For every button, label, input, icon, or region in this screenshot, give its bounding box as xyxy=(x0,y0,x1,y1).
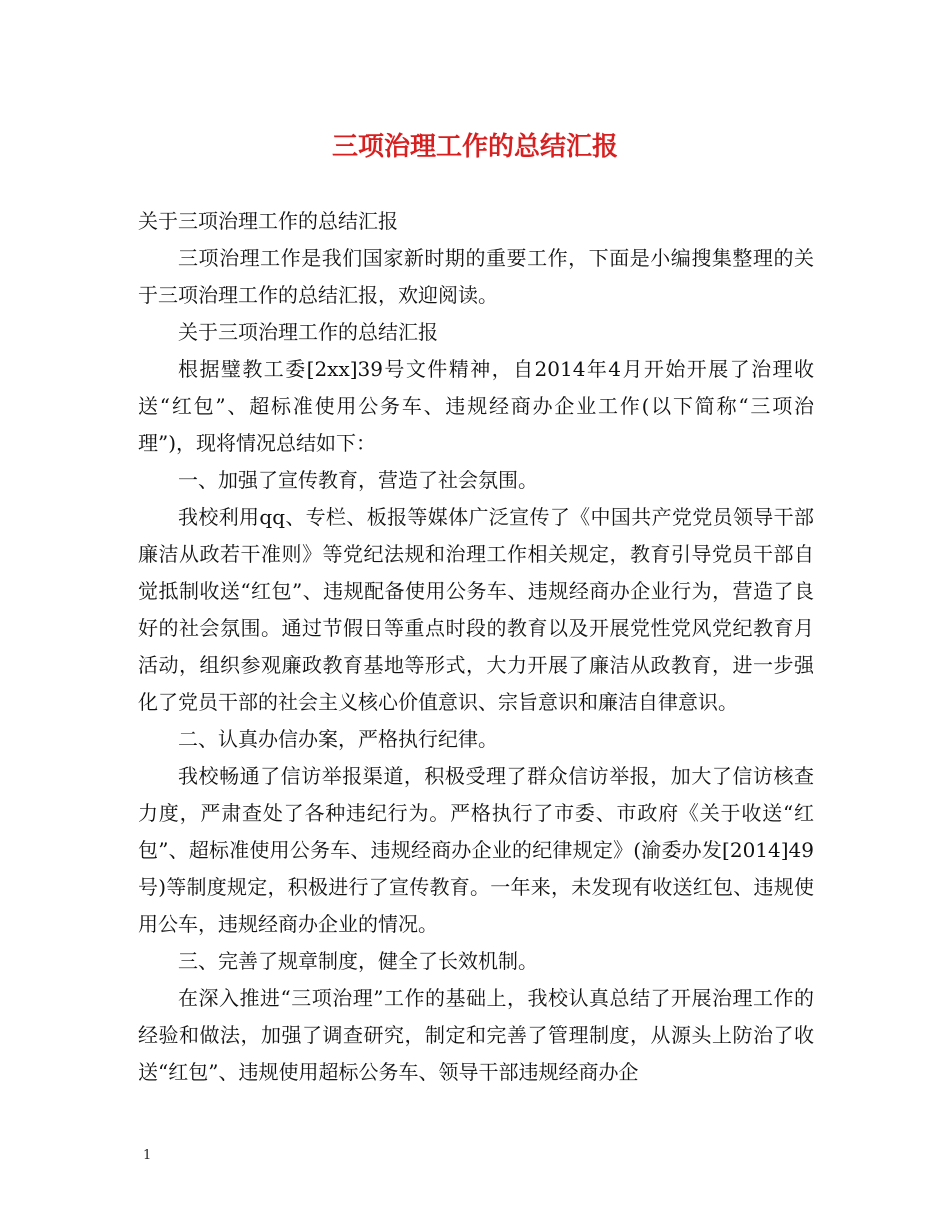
section-body-2: 我校畅通了信访举报渠道，积极受理了群众信访举报，加大了信访核查力度，严肃查处了各种违纪行为。严格执行了市委、市政府《关于收送“红包”、超标准使用公务车、违规经商办企业的纪律规定》(渝委办发[2014]49号)等制度规定，积极进行了宣传教育。一年来，未发现有收送红包、违规使用公车，违规经商办企业的情况。 xyxy=(138,764,814,936)
paragraph-intro: 三项治理工作是我们国家新时期的重要工作，下面是小编搜集整理的关于三项治理工作的总结汇报，欢迎阅读。 xyxy=(138,246,814,307)
document-title: 三项治理工作的总结汇报 xyxy=(331,132,618,162)
section-heading-3: 三、完善了规章制度，健全了长效机制。 xyxy=(178,949,538,973)
document-body xyxy=(138,203,814,1091)
paragraph-background: 根据璧教工委[2xx]39号文件精神，自2014年4月开始开展了治理收送“红包”、超标准使用公务车、违规经商办企业工作(以下简称“三项治理”)，现将情况总结如下： xyxy=(138,357,814,455)
page-number: 1 xyxy=(143,1148,152,1163)
section-heading-1: 一、加强了宣传教育，营造了社会氛围。 xyxy=(178,468,538,492)
paragraph-heading: 关于三项治理工作的总结汇报 xyxy=(138,209,398,233)
section-body-3: 在深入推进“三项治理”工作的基础上，我校认真总结了开展治理工作的经验和做法，加强了调查研究，制定和完善了管理制度，从源头上防治了收送“红包”、违规使用超标公务车、领导干部违规经商办企 xyxy=(138,986,814,1084)
paragraph-subtitle: 关于三项治理工作的总结汇报 xyxy=(178,320,438,344)
section-body-1: 我校利用qq、专栏、板报等媒体广泛宣传了《中国共产党党员领导干部廉洁从政若干准则》等党纪法规和治理工作相关规定，教育引导党员干部自觉抵制收送“红包”、违规配备使用公务车、违规经商办企业行为，营造了良好的社会氛围。通过节假日等重点时段的教育以及开展党性党风党纪教育月活动，组织参观廉政教育基地等形式，大力开展了廉洁从政教育，进一步强化了党员干部的社会主义核心价值意识、宗旨意识和廉洁自律意识。 xyxy=(138,505,814,714)
section-heading-2: 二、认真办信办案，严格执行纪律。 xyxy=(178,727,498,751)
